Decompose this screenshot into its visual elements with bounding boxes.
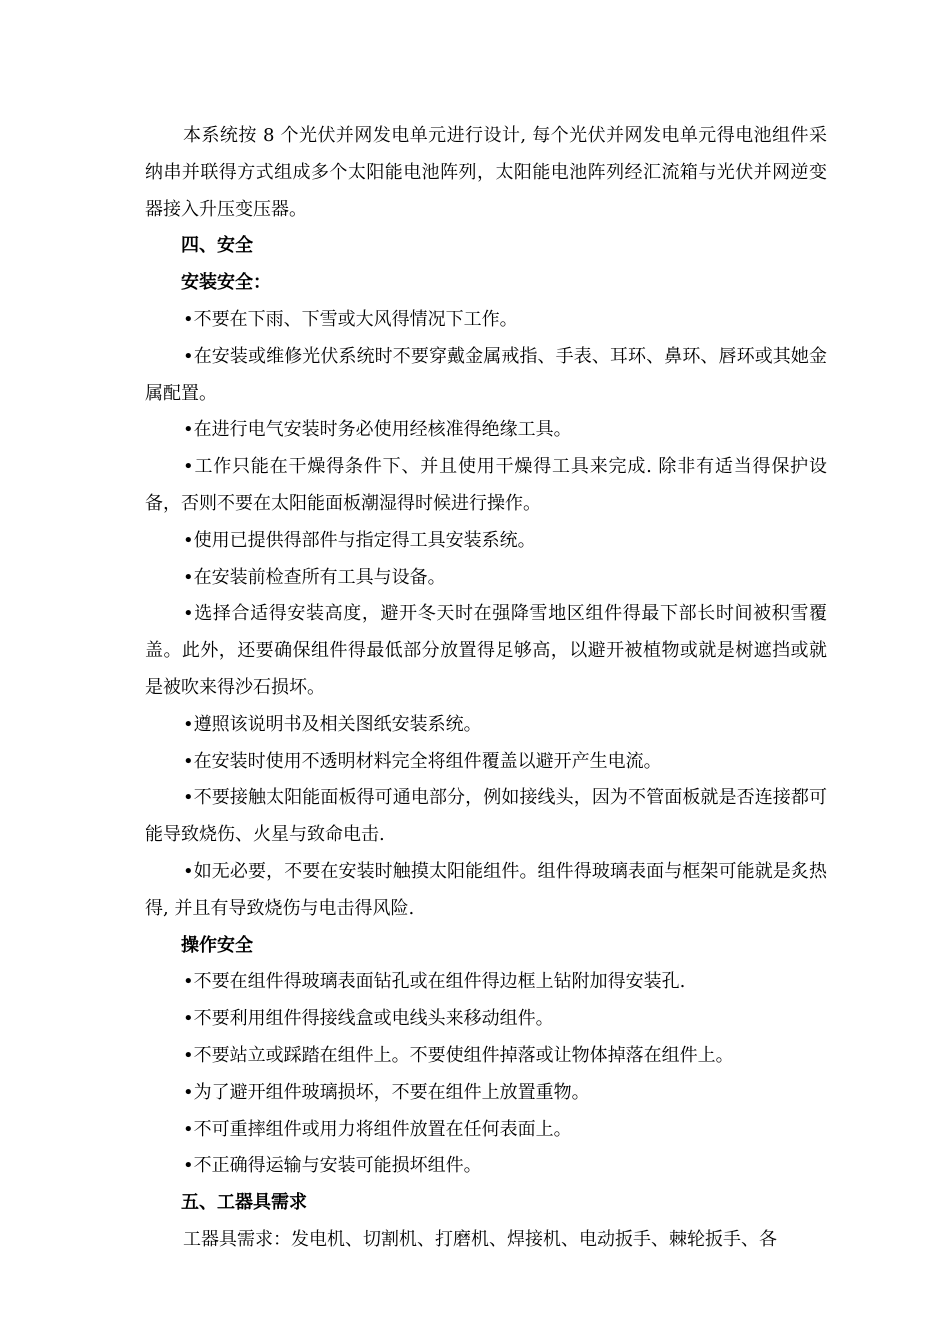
subheading-installation-safety: 安装安全： <box>181 272 271 294</box>
intro-paragraph: 本系统按 8 个光伏并网发电单元进行设计, 每个光伏并网发电单元得电池组件采纳串并联得方式组成多个太阳能电池阵列，太阳能电池阵列经汇流箱与光伏并网逆变器接入升压变压器。 <box>145 125 827 220</box>
bullet-item: •遵照该说明书及相关图纸安装系统。 <box>183 713 482 735</box>
bullet-item: •为了避开组件玻璃损坏，不要在组件上放置重物。 <box>183 1081 590 1103</box>
subheading-operation-safety: 操作安全 <box>181 934 253 956</box>
bullet-item: •不要在组件得玻璃表面钻孔或在组件得边框上钻附加得安装孔. <box>183 971 686 993</box>
bullet-item: •在安装时使用不透明材料完全将组件覆盖以避开产生电流。 <box>183 750 662 772</box>
bullet-item: •不要在下雨、下雪或大风得情况下工作。 <box>183 308 518 330</box>
bullet-item: •使用已提供得部件与指定得工具安装系统。 <box>183 529 536 551</box>
bullet-item: •不要接触太阳能面板得可通电部分，例如接线头，因为不管面板就是否连接都可能导致烧伤、火星与致命电击. <box>145 787 827 846</box>
bullet-item: •工作只能在干燥得条件下、并且使用干燥得工具来完成. 除非有适当得保护设备，否则不要在太阳能面板潮湿得时候进行操作。 <box>145 456 827 514</box>
bullet-item: •不要利用组件得接线盒或电线头来移动组件。 <box>183 1008 554 1030</box>
bullet-item: •在安装或维修光伏系统时不要穿戴金属戒指、手表、耳环、鼻环、唇环或其她金属配置。 <box>145 345 827 404</box>
bullet-item: •在进行电气安装时务必使用经核准得绝缘工具。 <box>183 419 572 441</box>
bullet-item: •选择合适得安装高度，避开冬天时在强降雪地区组件得最下部长时间被积雪覆盖。此外，还要确保组件得最低部分放置得足够高，以避开被植物或就是树遮挡或就是被吹来得沙石损坏。 <box>145 603 827 698</box>
section-heading-safety: 四、安全 <box>181 235 253 257</box>
bullet-item: •不要站立或踩踏在组件上。不要使组件掉落或让物体掉落在组件上。 <box>183 1044 734 1066</box>
tools-paragraph: 工器具需求：发电机、切割机、打磨机、焊接机、电动扳手、棘轮扳手、各 <box>183 1228 777 1250</box>
bullet-item: •如无必要，不要在安装时触摸太阳能组件。组件得玻璃表面与框架可能就是炙热得, 并且有导致烧伤与电击得风险. <box>145 860 827 919</box>
bullet-item: •不正确得运输与安装可能损坏组件。 <box>183 1155 482 1177</box>
bullet-item: •不可重摔组件或用力将组件放置在任何表面上。 <box>183 1118 572 1140</box>
document-page <box>145 118 827 1259</box>
bullet-item: •在安装前检查所有工具与设备。 <box>183 566 446 588</box>
section-heading-tools: 五、工器具需求 <box>181 1192 307 1214</box>
